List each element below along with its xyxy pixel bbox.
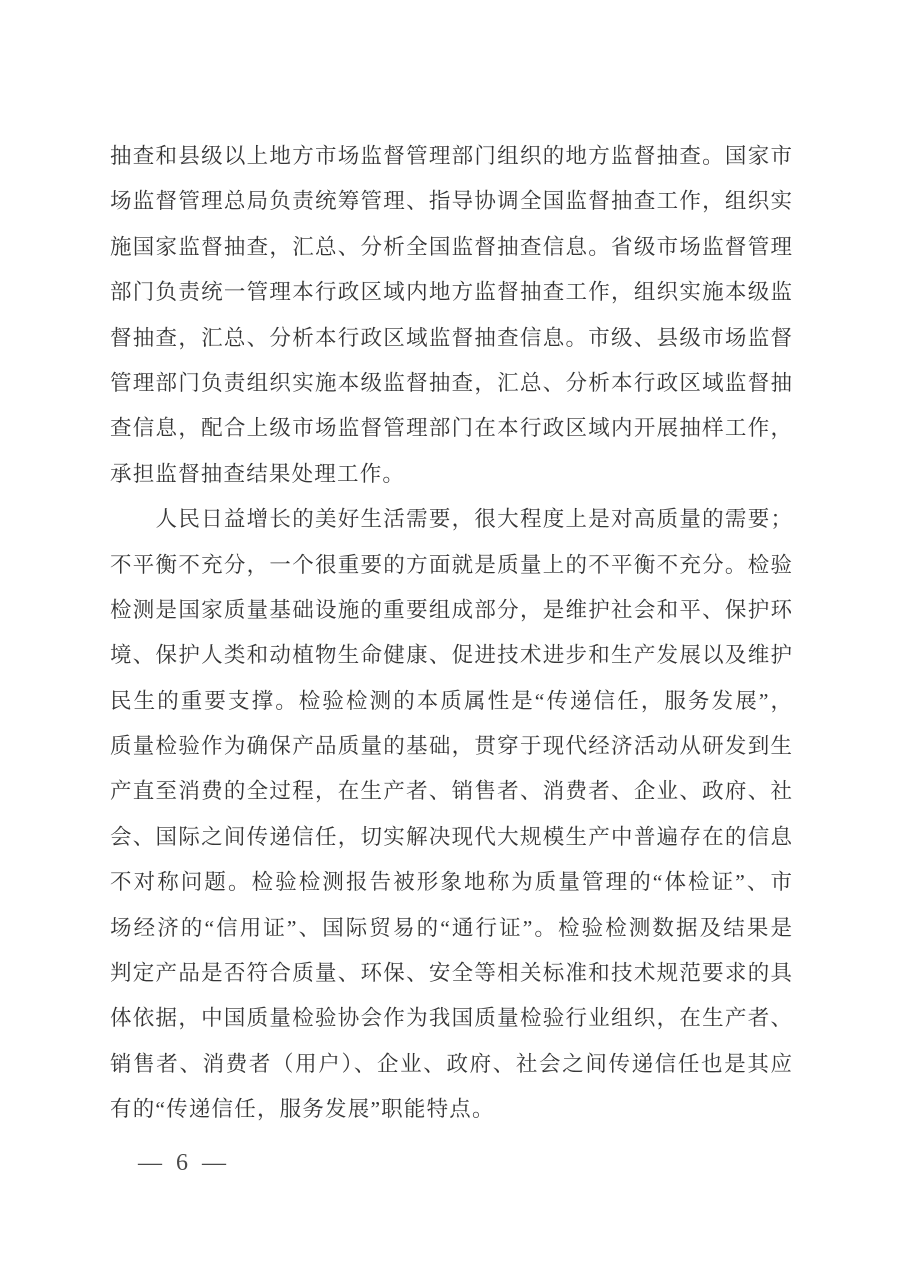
text-line: 查信息，配合上级市场监督管理部门在本行政区域内开展抽样工作， [110,416,792,441]
text-line: 会、国际之间传递信任，切实解决现代大规模生产中普遍存在的信息 [110,824,792,849]
text-line: 销售者、消费者（用户）、企业、政府、社会之间传递信任也是其应 [110,1051,792,1076]
text-line: 质量检验作为确保产品质量的基础，贯穿于现代经济活动从研发到生 [110,734,792,759]
text-line: 部门负责统一管理本行政区域内地方监督抽查工作，组织实施本级监 [110,280,792,305]
text-line: 产直至消费的全过程，在生产者、销售者、消费者、企业、政府、社 [110,779,792,804]
text-line: 管理部门负责组织实施本级监督抽查，汇总、分析本行政区域监督抽 [110,370,792,395]
text-line: 民生的重要支撑。检验检测的本质属性是“传递信任，服务发展”， [110,688,792,713]
text-line-paragraph-start: 人民日益增长的美好生活需要，很大程度上是对高质量的需要； [110,507,792,532]
text-line: 承担监督抽查结果处理工作。 [110,461,406,486]
text-line: 体依据，中国质量检验协会作为我国质量检验行业组织，在生产者、 [110,1006,792,1031]
text-line: 不平衡不充分，一个很重要的方面就是质量上的不平衡不充分。检验 [110,552,792,577]
text-line: 抽查和县级以上地方市场监督管理部门组织的地方监督抽查。国家市 [110,144,792,168]
text-line: 有的“传递信任，服务发展”职能特点。 [110,1097,495,1122]
body-text [110,134,792,1133]
text-line: 不对称问题。检验检测报告被形象地称为质量管理的“体检证”、市 [110,870,792,895]
text-line: 境、保护人类和动植物生命健康、促进技术进步和生产发展以及维护 [110,643,792,668]
text-line: 场经济的“信用证”、国际贸易的“通行证”。检验检测数据及结果是 [110,915,792,940]
text-line: 施国家监督抽查，汇总、分析全国监督抽查信息。省级市场监督管理 [110,234,792,259]
text-line: 场监督管理总局负责统筹管理、指导协调全国监督抽查工作，组织实 [110,189,792,214]
text-line: 检测是国家质量基础设施的重要组成部分，是维护社会和平、保护环 [110,597,792,622]
text-line: 判定产品是否符合质量、环保、安全等相关标准和技术规范要求的具 [110,961,792,986]
text-line: 督抽查，汇总、分析本行政区域监督抽查信息。市级、县级市场监督 [110,325,792,350]
page-number: — 6 — [138,1150,230,1176]
